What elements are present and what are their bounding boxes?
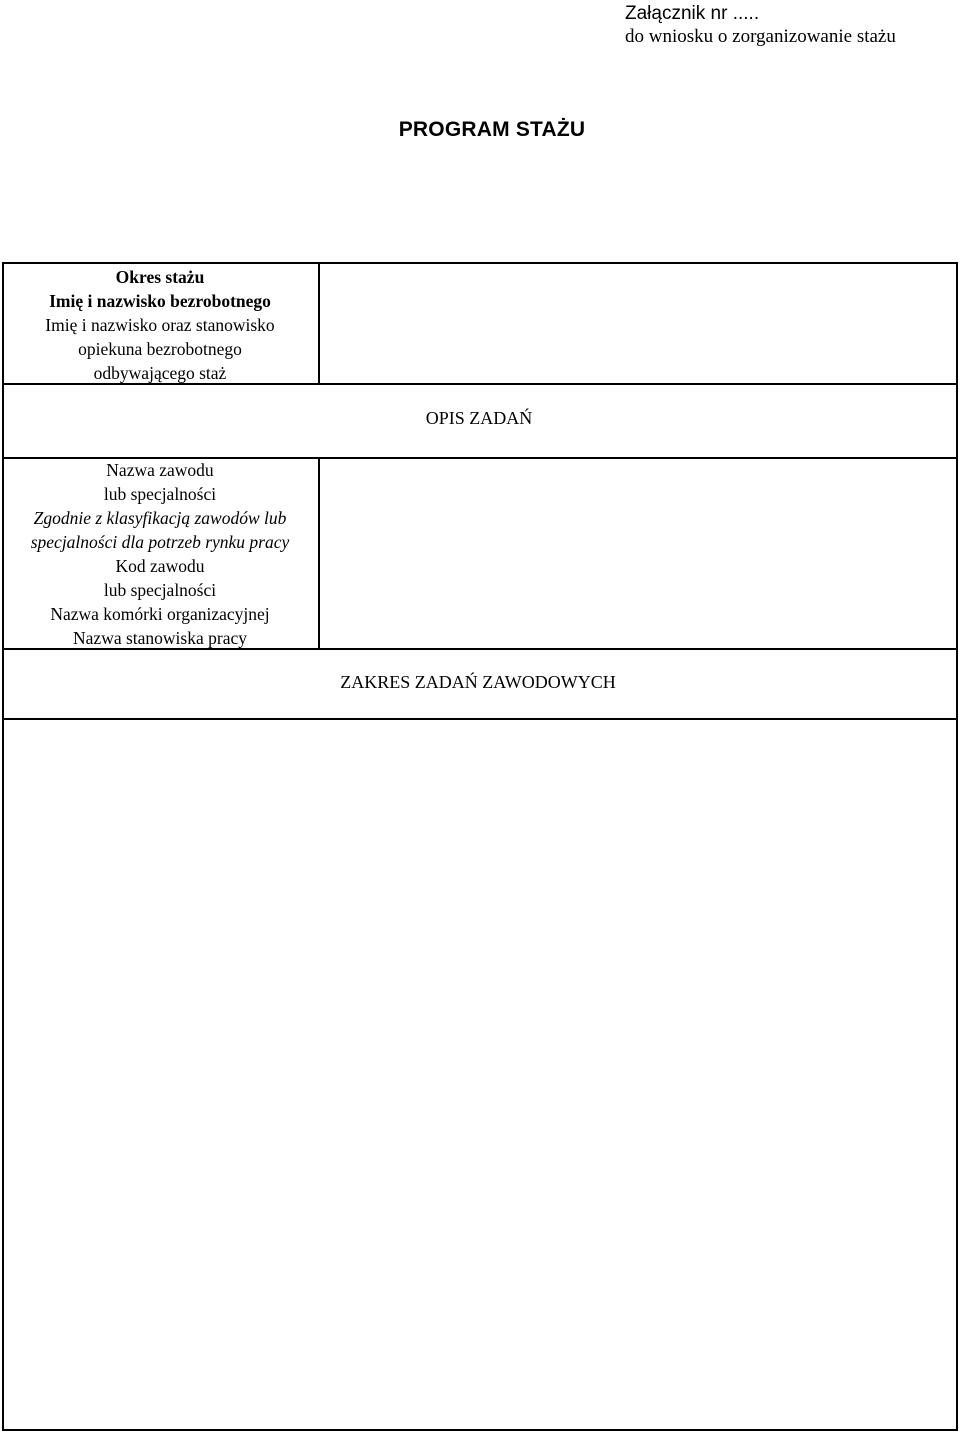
trainee-labels <box>2 265 318 385</box>
attachment-number: Załącznik nr ..... <box>625 3 760 24</box>
scope-content-area[interactable] <box>2 718 958 1431</box>
classification-note-line1: Zgodnie z klasyfikacją zawodów lub <box>33 508 287 528</box>
trainee-table-divider <box>318 262 320 385</box>
job-labels <box>2 458 318 650</box>
supervisor-label-line1: Imię i nazwisko oraz stanowisko <box>45 315 275 335</box>
occupation-code-line2: lub specjalności <box>103 580 217 600</box>
page-title: PROGRAM STAŻU <box>398 118 586 141</box>
classification-note-line2: specjalności dla potrzeb rynku pracy <box>30 532 290 552</box>
occupation-code-line1: Kod zawodu <box>115 556 205 576</box>
occupation-name-line1: Nazwa zawodu <box>106 460 214 480</box>
tasks-heading: OPIS ZADAŃ <box>425 408 533 428</box>
unit-name-label: Nazwa komórki organizacyjnej <box>50 604 270 624</box>
supervisor-label-line2: opiekuna bezrobotnego <box>78 339 242 359</box>
trainee-name-label: Imię i nazwisko bezrobotnego <box>49 291 271 311</box>
attachment-reference: do wniosku o zorganizowanie stażu <box>625 26 896 47</box>
period-label: Okres stażu <box>115 267 205 287</box>
scope-heading: ZAKRES ZADAŃ ZAWODOWYCH <box>340 672 616 692</box>
position-name-label: Nazwa stanowiska pracy <box>73 628 247 648</box>
supervisor-label <box>2 313 318 385</box>
occupation-name-line2: lub specjalności <box>103 484 217 504</box>
supervisor-label-line3: odbywającego staż <box>93 363 227 383</box>
attachment-note <box>625 2 896 48</box>
job-table-divider <box>318 457 320 650</box>
